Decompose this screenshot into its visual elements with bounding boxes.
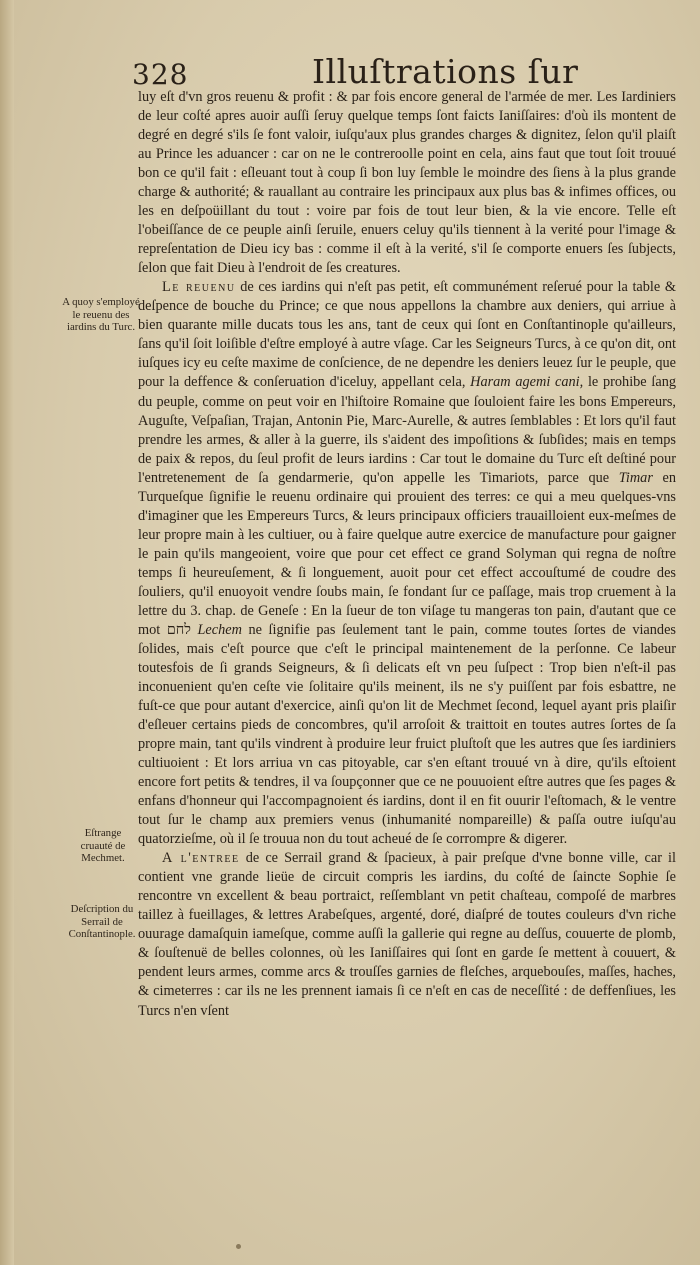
- page-number: 328: [132, 58, 189, 91]
- paragraph-2-text-c: en Turqueſque ſignifie le reuenu ordinaire qui prouient des terres: ce qui a meu quelques-vns d'imaginer que les Empereurs Turcs, & leurs principaux officiers trauailloient eux-meſmes de leur propre main à les cultiuer, ou à faire quelque autre exercice de manufacture pour gaigner le pain qu'ils mangeoient, voire que pour cet effect ce grand Solyman qui regna de noſtre temps ſi heureuſement, & ſi longuement, auoit pour cet effect accouſtumé de coudre des ſouliers, qu'il enuoyoit vendre ſoubs main, ſe fondant ſur ce paſſage, mais trop cruement à la lettre du 3. chap. de Geneſe : En la ſueur de ton viſage tu mangeras ton pain, d'autant que ce mot: [138, 469, 676, 638]
- paragraph-2-lead: Le reuenu: [162, 279, 236, 296]
- term-haram: Haram agemi cani,: [470, 374, 584, 391]
- term-timar: Timar: [618, 469, 653, 486]
- margin-note-revenue: A quoy s'employé le reuenu des iardins du Turc.: [62, 296, 140, 333]
- paper-spot: [236, 1244, 241, 1249]
- paragraph-2-text-a: de ces iardins qui n'eſt pas petit, eſt communément reſerué pour la table & deſpence de bouche du Prince; ce que nous appellons la chambre aux deniers, qui arriue à bien quarante mille ducats tous les ans, tant de ceux qui ſont en Conſtantinople qu'ailleurs, ſans qu'il ſoit loiſible d'eſtre employé à autre vſage. Car les Seigneurs Turcs, à ce qu'on dit, ont iuſques icy eu ceſte maxime de conſcience, de ne dependre les deniers leuez ſur le peuple, que pour la deffence & conſeruation d'iceluy, appellant cela,: [138, 279, 676, 391]
- paragraph-3: [138, 849, 676, 1020]
- running-title: Illuſtrations ſur: [312, 52, 579, 91]
- margin-note-serail: Deſcription du Serrail de Conſtantinople.: [68, 903, 136, 940]
- hebrew-word: לחם: [166, 621, 191, 638]
- term-lechem: Lechem: [197, 621, 242, 638]
- paragraph-3-lead: A l'entree: [162, 850, 240, 867]
- paragraph-2: [138, 278, 676, 849]
- main-text: [138, 88, 676, 1088]
- page-header: [0, 52, 700, 92]
- paragraph-2-text-b: le prohibe ſang du peuple, comme on peut voir en l'hiſtoire Romaine que ſouloient faire les bons Empereurs, Auguſte, Veſpaſian, Trajan, Antonin Pie, Marc-Aurelle, & autres ſemblables : Et lors qu'il faut prendre les armes, & aller à la guerre, ils s'aident des impoſitions & ſubſides; mais en temps de paix & repos, du ſeul profit de leurs iardins : Car tout le domaine du Turc eſt deſtiné pour l'entretenement de ſa gendarmerie, qu'on appelle les Timariots, parce que: [138, 374, 676, 486]
- margin-note-cruelty: Eſtrange cruauté de Mechmet.: [80, 827, 126, 864]
- page-gutter: [0, 0, 14, 1265]
- paragraph-1: luy eſt d'vn gros reuenu & profit : & par fois encore general de l'armée de mer. Les Iardiniers de leur coſté apres auoir auſſi ſeruy quelque temps ſont faicts Ianiſſaires: d'où ils montent de degré en degré s'ils ſe font valoir, iuſqu'aux plus grandes charges & dignitez, ſelon qu'il plaiſt au Prince les aduancer : car on ne le contreroolle point en cela, ains faut que tout ſoit trouué bon ce qu'il fait : eſleuant tout à coup ſi bon luy ſemble le moindre des ſiens à la plus grande charge & authorité; & rauallant au contraire les principaux aux plus bas & infimes offices, ou les en deſpoüillant du tout : voire par fois de tout leur bien, & la vie encore. Telle eſt l'obeiſſance de ce peuple ainſi ſeruile, enuers celuy qu'ils tiennent à la verité pour l'image & repreſentation de Dieu icy bas : comme il eſt à la verité, s'il ſe comporte enuers ſes ſubjects, ſelon que fait Dieu à l'endroit de ſes creatures.: [138, 89, 676, 277]
- paragraph-3-text: de ce Serrail grand & ſpacieux, à pair preſque d'vne bonne ville, car il contient vne grande lieüe de circuit compris les iardins, du coſté de ſaincte Sophie ſe rencontre vn excellent & beau portraict, reſſemblant vn petit chaſteau, compoſé de marbres taillez à fueillages, & lettres Arabeſques, argenté, doré, diaſpré de toutes couleurs d'vn riche ouurage damaſquin iameſque, comme auſſi la gallerie qui regne au deſſus, couuerte de plomb, & ſouſtenuë de belles colonnes, où les Ianiſſaires qui ſont en garde ſe mettent à couuert, & pendent leurs armes, comme arcs & trouſſes garnies de fleſches, arquebouſes, maſſes, haches, & cimeterres : car ils ne les prennent iamais ſi ce n'eſt en cas de neceſſité : de deffenſiues, les Turcs n'en vſent: [138, 850, 676, 1019]
- paragraph-2-text-d: ne ſignifie pas ſeulement tant le pain, comme toutes ſortes de viandes ſolides, mais c'eſt pource que c'eſt le principal maintenement de la perſonne. Ce labeur toutesfois de ſi grands Seigneurs, & ſi delicats eſt vn peu ſuſpect : Trop bien n'eſt-il pas inconuenient qu'en ceſte vie ſolitaire qu'ils meinent, ils ne s'y puiſſent par fois esbattre, ne fuſt-ce que pour autant d'exercice, ainſi qu'on lit de Mechmet ſecond, lequel ayant pris plaiſir d'eſleuer certains pieds de concombres, qu'il arroſoit & traittoit en toutes autres ſortes de ſa propre main, tant qu'ils vindrent à produire leur fruict pluſtoſt que les autres que ſes iardiniers cultiuoient : Et lors arriua vn cas pitoyable, car s'en eſtant trouué vn à dire, qu'ils eſtoient encore fort petits & tendres, il va ſoupçonner que ce ne pouuoient eſtre autres que ſes pages & enfans d'honneur qui l'accompagnoient és iardins, dont il en fit ouurir l'eſtomach, & le ventre tout ſur le champ aux premiers venus (inhumanité nompareille) & paſſa outre iuſqu'au quatorzieſme, où il ſe trouua non du tout acheué de ſe corrompre & digerer.: [138, 621, 676, 848]
